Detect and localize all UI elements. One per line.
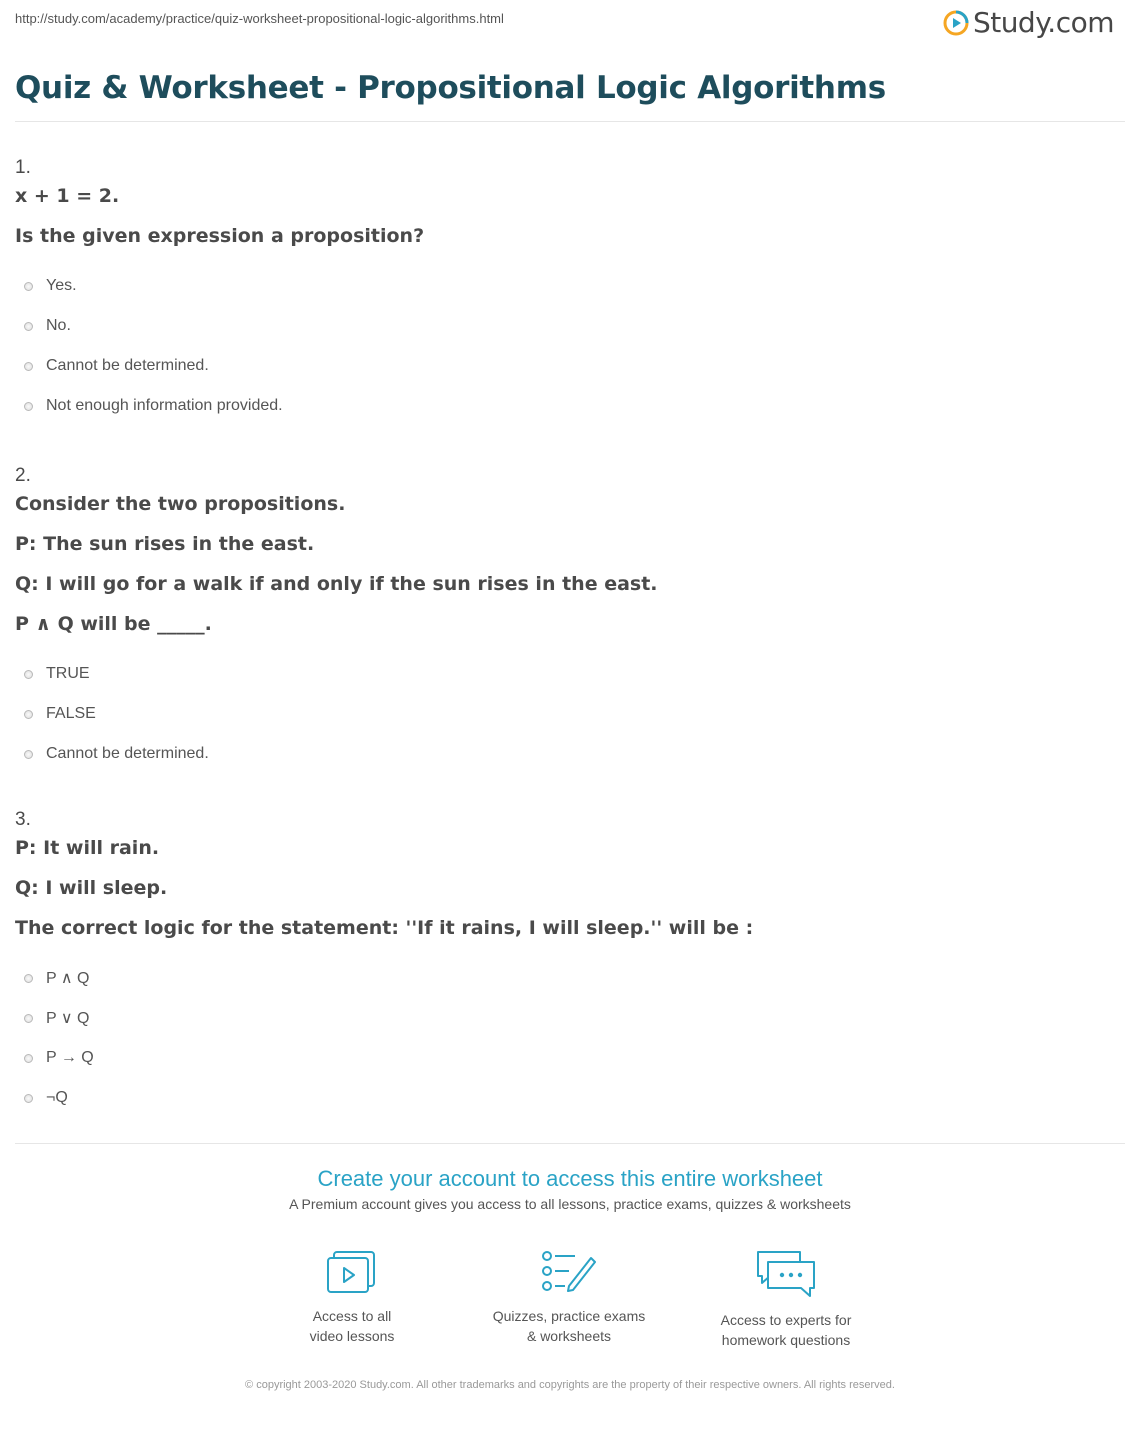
divider xyxy=(15,1143,1125,1144)
answer-option[interactable] xyxy=(15,306,1125,346)
video-lessons-icon xyxy=(326,1250,378,1294)
radio-button[interactable] xyxy=(24,1054,33,1063)
radio-button[interactable] xyxy=(24,402,33,411)
answer-label: Cannot be determined. xyxy=(46,745,209,762)
question-text: P: It will rain. xyxy=(15,837,160,859)
question-text: Q: I will sleep. xyxy=(15,877,168,899)
feature-label-line: video lessons xyxy=(309,1328,395,1344)
question-2 xyxy=(15,464,1125,784)
feature-quizzes xyxy=(469,1250,669,1346)
feature-label xyxy=(252,1306,452,1346)
answer-label: Yes. xyxy=(46,277,77,294)
page-url: http://study.com/academy/practice/quiz-worksheet-propositional-logic-algorithms.html xyxy=(15,11,504,26)
answer-label: P ∨ Q xyxy=(46,1010,90,1027)
answer-label: FALSE xyxy=(46,705,96,722)
answer-option[interactable] xyxy=(15,266,1125,306)
answer-option[interactable] xyxy=(15,1038,1125,1078)
question-number: 1. xyxy=(15,157,31,178)
question-text: P ∧ Q will be _____. xyxy=(15,613,212,635)
chat-bubbles-icon xyxy=(754,1250,818,1298)
radio-button[interactable] xyxy=(24,1014,33,1023)
answer-list xyxy=(15,958,1125,1118)
promo-subtitle: A Premium account gives you access to all lessons, practice exams, quizzes & worksheets xyxy=(289,1196,851,1212)
feature-label-line: homework questions xyxy=(721,1332,851,1348)
question-text: Q: I will go for a walk if and only if the sun rises in the east. xyxy=(15,573,658,595)
radio-button[interactable] xyxy=(24,362,33,371)
premium-promo xyxy=(0,1166,1140,1212)
feature-label-line: Access to experts for xyxy=(720,1312,852,1328)
page-title: Quiz & Worksheet - Propositional Logic Algorithms xyxy=(15,70,886,106)
question-text: Consider the two propositions. xyxy=(15,493,346,515)
answer-label: P → Q xyxy=(46,1049,94,1066)
question-text: Is the given expression a proposition? xyxy=(15,225,425,247)
feature-video-lessons xyxy=(252,1250,452,1346)
answer-label: ¬Q xyxy=(46,1089,68,1106)
feature-label xyxy=(686,1310,886,1350)
radio-button[interactable] xyxy=(24,710,33,719)
feature-experts xyxy=(686,1250,886,1350)
radio-button[interactable] xyxy=(24,1094,33,1103)
copyright-notice: © copyright 2003-2020 Study.com. All other trademarks and copyrights are the property of their respective owners. All rights reserved. xyxy=(245,1379,895,1391)
answer-option[interactable] xyxy=(15,958,1125,998)
divider xyxy=(15,121,1125,122)
answer-label: TRUE xyxy=(46,665,90,682)
answer-label: Cannot be determined. xyxy=(46,357,209,374)
answer-option[interactable] xyxy=(15,346,1125,386)
answer-option[interactable] xyxy=(15,694,1125,734)
quiz-list-icon xyxy=(541,1250,597,1294)
answer-label: P ∧ Q xyxy=(46,970,90,987)
answer-option[interactable] xyxy=(15,654,1125,694)
question-text: x + 1 = 2. xyxy=(15,185,120,207)
answer-option[interactable] xyxy=(15,386,1125,426)
create-account-link[interactable]: Create your account to access this entire worksheet xyxy=(317,1166,823,1191)
quiz-content xyxy=(15,156,1125,1142)
answer-list xyxy=(15,654,1125,774)
question-number: 3. xyxy=(15,809,31,830)
feature-label xyxy=(469,1306,669,1346)
question-text: P: The sun rises in the east. xyxy=(15,533,315,555)
radio-button[interactable] xyxy=(24,282,33,291)
question-number: 2. xyxy=(15,465,31,486)
answer-list xyxy=(15,266,1125,426)
study-logo[interactable] xyxy=(943,6,1114,39)
radio-button[interactable] xyxy=(24,670,33,679)
feature-label-line: & worksheets xyxy=(526,1328,612,1344)
study-play-logo-icon xyxy=(943,10,969,36)
answer-label: No. xyxy=(46,317,71,334)
answer-option[interactable] xyxy=(15,998,1125,1038)
question-1 xyxy=(15,156,1125,440)
feature-list xyxy=(0,1250,1140,1350)
question-text: The correct logic for the statement: ''If it rains, I will sleep.'' will be : xyxy=(15,917,754,939)
answer-label: Not enough information provided. xyxy=(46,397,283,414)
radio-button[interactable] xyxy=(24,750,33,759)
radio-button[interactable] xyxy=(24,974,33,983)
logo-text: Study.com xyxy=(972,6,1114,39)
radio-button[interactable] xyxy=(24,322,33,331)
feature-label-line: Access to all xyxy=(312,1308,392,1324)
answer-option[interactable] xyxy=(15,1078,1125,1118)
feature-label-line: Quizzes, practice exams xyxy=(492,1308,646,1324)
answer-option[interactable] xyxy=(15,734,1125,774)
question-3 xyxy=(15,808,1125,1118)
